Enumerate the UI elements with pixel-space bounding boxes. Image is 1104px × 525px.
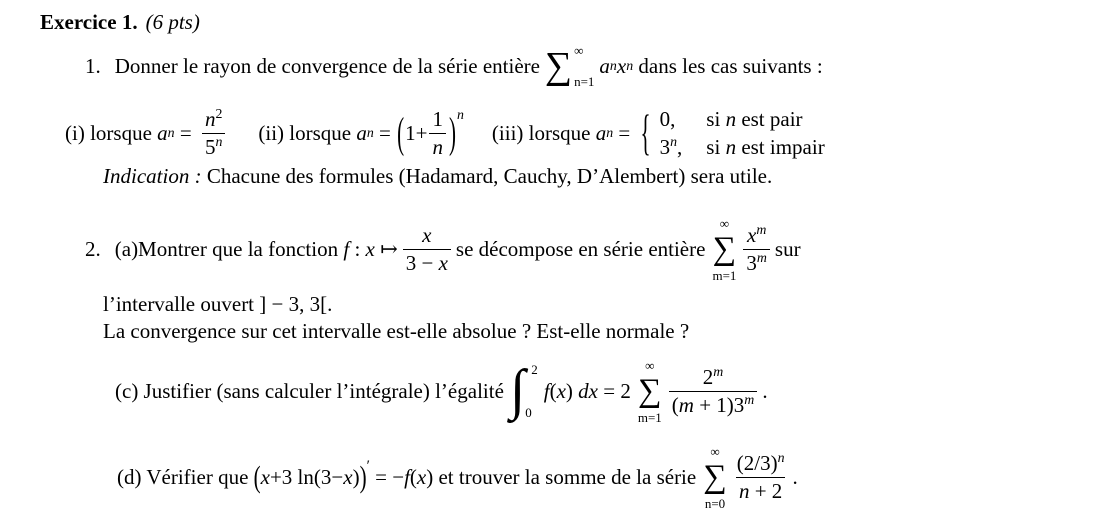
- q2a-after: sur: [774, 236, 801, 261]
- fraction-denominator: [202, 133, 225, 160]
- big-paren-open: (: [397, 107, 405, 157]
- math-var: a: [356, 120, 367, 145]
- convergence-text: La convergence sur cet intervalle est-elle absolue ? Est-elle normale ?: [103, 319, 690, 343]
- math-var-x: x: [365, 236, 375, 261]
- math-expr: +3 ln(3−: [269, 464, 344, 489]
- fraction-numerator: [734, 450, 788, 476]
- sum-lower-limit: m=1: [712, 267, 737, 283]
- colon: :: [349, 236, 366, 261]
- equals-sign: =: [373, 120, 397, 145]
- fraction-xm-3m: [743, 222, 770, 276]
- question-2c-line: [115, 350, 768, 432]
- sum-limits: [574, 42, 594, 90]
- big-paren-close: ): [448, 107, 456, 157]
- case-ii-intro: (ii) lorsque: [258, 120, 357, 145]
- sigma-symbol: ∑: [544, 45, 573, 87]
- math-var: a: [599, 53, 610, 78]
- item-marker-1: 1.: [85, 53, 101, 78]
- summation-display: [638, 359, 662, 424]
- math-sup: n: [777, 450, 785, 466]
- math-var: x: [438, 250, 448, 275]
- equals-sign: =: [174, 120, 197, 145]
- fraction-denominator: [669, 391, 758, 418]
- q2d-middle: et trouver la somme de la série: [433, 464, 697, 489]
- math-var: n: [725, 106, 737, 131]
- integral-sign: ∫: [509, 359, 526, 422]
- mapsto-symbol: ↦: [374, 236, 398, 261]
- math-var: x: [746, 223, 757, 248]
- math-var: a: [595, 120, 607, 145]
- case-value: [660, 133, 683, 161]
- fraction-denominator: [403, 249, 451, 276]
- fraction-denominator: [743, 249, 770, 276]
- exercise-title-points: (6 pts): [145, 10, 200, 34]
- fraction-23n-n2: [734, 450, 788, 504]
- sum-lower-limit: m=1: [637, 409, 662, 425]
- fraction-numerator: x: [422, 223, 432, 248]
- paren: (: [409, 464, 417, 489]
- big-paren-open: (: [253, 458, 261, 494]
- summation-inline: [545, 42, 594, 90]
- exercise-title: [40, 10, 200, 35]
- indication-label: Indication :: [103, 164, 202, 188]
- math-num: 1+: [405, 120, 428, 145]
- sum-lower-limit: n=1: [574, 74, 595, 89]
- summation-display: [712, 217, 736, 282]
- question-2d-line: [117, 434, 798, 520]
- cases-grid: [660, 105, 825, 162]
- math-sup: 2: [215, 106, 223, 122]
- sum-upper-limit: ∞: [710, 443, 720, 459]
- prime-symbol: ′: [366, 457, 370, 474]
- math-var-f: f: [343, 236, 350, 261]
- sum-upper-limit: ∞: [574, 43, 584, 58]
- indication-line: [103, 164, 772, 189]
- case-iii-intro: (iii) lorsque: [491, 120, 596, 145]
- q2d-intro: (d) Vérifier que: [117, 464, 254, 489]
- paren: ): [426, 464, 434, 489]
- math-sup: m: [713, 364, 724, 380]
- paren: ): [565, 378, 579, 403]
- math-sup: n: [215, 133, 223, 149]
- interval-line: [103, 292, 332, 317]
- q2c-intro: (c) Justifier (sans calculer l’intégrale) l’égalité: [115, 378, 504, 403]
- sum-lower-limit: n=0: [704, 495, 726, 511]
- math-num: 3 −: [405, 250, 439, 275]
- integral-upper-limit: 2: [531, 362, 538, 377]
- q1-text-before: Donner le rayon de convergence de la série entière: [114, 53, 540, 78]
- exercise-title-name: Exercice 1.: [40, 10, 138, 34]
- math-var: n: [204, 107, 216, 132]
- math-num: + 1)3: [693, 392, 745, 417]
- summation-display: [703, 445, 727, 510]
- math-var-x: x: [260, 464, 270, 489]
- exponent-n: n: [456, 106, 464, 122]
- math-var: x: [616, 53, 627, 78]
- math-num: (2/3): [736, 451, 778, 476]
- period: .: [762, 378, 768, 403]
- fraction-numerator: [744, 222, 769, 248]
- math-var: n: [725, 135, 737, 159]
- fraction-1-n: [429, 106, 446, 160]
- integral-lower-limit: 0: [525, 405, 532, 420]
- fraction-numerator: [700, 364, 727, 390]
- cases-line: [65, 96, 825, 170]
- sigma-symbol: ∑: [703, 458, 727, 495]
- fraction-x-3mx: [403, 222, 451, 276]
- math-num: + 2: [749, 478, 783, 503]
- question-1-line: 1. Donner le rayon de convergence de la série entière ∑ ∞ n=1 a n x n dans les cas suivants :: [85, 43, 823, 89]
- math-num: 3: [746, 250, 757, 275]
- case-value: 0,: [659, 106, 676, 131]
- fraction-denominator: [736, 477, 785, 504]
- equals-sign: = 2: [597, 378, 631, 403]
- case-condition: [706, 133, 824, 161]
- sigma-symbol: ∑: [712, 230, 737, 267]
- math-sup: m: [756, 249, 767, 265]
- math-var-x: x: [343, 464, 353, 489]
- period: .: [792, 464, 798, 489]
- comma: ,: [677, 135, 683, 159]
- math-num: 5: [204, 134, 216, 159]
- cond-text: si: [706, 106, 726, 131]
- case-i: (i) lorsque a n = $\frac{n^2}{5^n}$: [65, 106, 230, 160]
- sum-upper-limit: ∞: [645, 357, 655, 373]
- cond-text: est pair: [736, 106, 803, 131]
- sigma-symbol: ∑: [638, 372, 662, 409]
- equals-sign: = −: [369, 464, 405, 489]
- integral-0-2: [509, 359, 538, 422]
- case-condition: [706, 105, 824, 133]
- paren: ): [352, 464, 360, 489]
- math-var-x: x: [416, 464, 427, 489]
- cond-text: si: [706, 135, 726, 159]
- integral-limits: [525, 363, 538, 419]
- math-num: 3: [659, 135, 671, 159]
- math-dx: dx: [578, 378, 598, 403]
- indication-text: Chacune des formules (Hadamard, Cauchy, D’Alembert) sera utile.: [201, 164, 773, 188]
- question-2a-line: [85, 205, 801, 293]
- case-ii: (ii) lorsque a n = ( 1+ $\frac{1}{n}$ ) n: [258, 106, 464, 159]
- math-num: 2: [702, 365, 714, 390]
- big-paren-close: ): [359, 458, 367, 494]
- equals-sign: =: [613, 120, 636, 145]
- cond-text: est impair: [736, 135, 825, 159]
- math-var-f: f: [543, 378, 550, 403]
- q1-text-after: dans les cas suivants :: [633, 53, 823, 78]
- paren: (: [671, 392, 679, 417]
- math-var-f: f: [404, 464, 410, 489]
- math-sup: m: [756, 222, 767, 238]
- math-var: a: [157, 120, 168, 145]
- math-var: m: [678, 392, 694, 417]
- fraction-n2-5n: [202, 106, 225, 160]
- item-marker-2: 2.: [85, 236, 101, 261]
- convergence-question-line: [103, 319, 689, 344]
- fraction-numerator: 1: [432, 107, 443, 132]
- q2a-intro: (a)Montrer que la fonction: [114, 236, 344, 261]
- fraction-denominator: n: [429, 133, 446, 160]
- math-var-x: x: [556, 378, 566, 403]
- case-i-intro: (i) lorsque: [65, 120, 158, 145]
- case-iii: (iii) lorsque a n = { 0, si n est pair 3$^n$, si n est impair: [492, 105, 825, 162]
- q2a-middle: se décompose en série entière: [455, 236, 706, 261]
- paren: (: [549, 378, 557, 403]
- math-var: n: [738, 478, 750, 503]
- fraction-numerator: [202, 106, 225, 132]
- cases-brace: {: [640, 103, 651, 161]
- fraction-2m-m1-3m: [669, 364, 758, 418]
- interval-text: l’intervalle ouvert ] − 3, 3[.: [103, 292, 333, 316]
- sum-upper-limit: ∞: [719, 215, 730, 231]
- math-sup: m: [744, 391, 755, 407]
- math-sup: n: [670, 134, 678, 149]
